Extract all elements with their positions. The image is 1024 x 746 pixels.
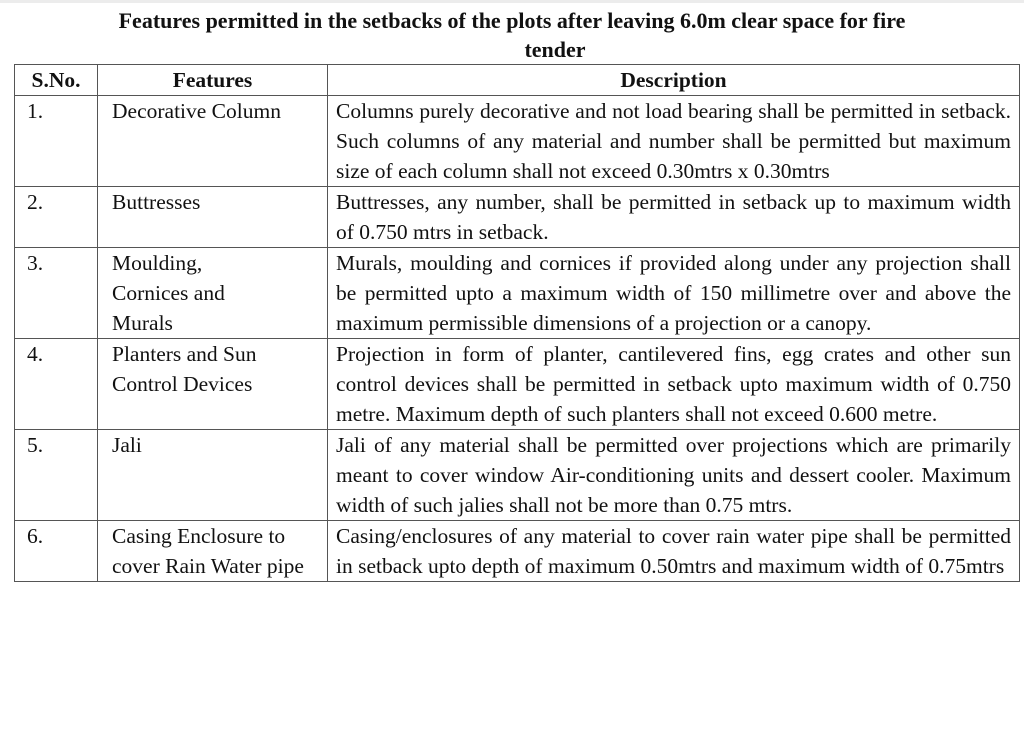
header-description: Description [328, 65, 1020, 96]
table-row [15, 96, 1020, 187]
cell-feature: Jali [98, 430, 328, 521]
table-row [15, 187, 1020, 248]
cell-description: Murals, moulding and cornices if provided along under any projection shall be permitted upto a maximum width of 150 millimetre over and above the maximum permissible dimensions of a projection or a canopy. [328, 248, 1020, 339]
cell-feature: Moulding, Cornices and Murals [98, 248, 328, 339]
header-features: Features [98, 65, 328, 96]
header-sno: S.No. [15, 65, 98, 96]
title-line-1: Features permitted in the setbacks of the plots after leaving 6.0m clear space for fire [118, 8, 906, 33]
table-row [15, 430, 1020, 521]
cell-feature: Decorative Column [98, 96, 328, 187]
top-border [0, 0, 1024, 3]
title-line-2: tender [524, 37, 586, 62]
cell-feature: Buttresses [98, 187, 328, 248]
cell-feature: Planters and Sun Control Devices [98, 339, 328, 430]
cell-sno: 6. [15, 521, 98, 582]
cell-sno: 4. [15, 339, 98, 430]
cell-feature: Casing Enclosure to cover Rain Water pipe [98, 521, 328, 582]
cell-sno: 2. [15, 187, 98, 248]
table-row [15, 339, 1020, 430]
table-row [15, 248, 1020, 339]
document-title [0, 6, 1024, 64]
cell-description: Buttresses, any number, shall be permitted in setback up to maximum width of 0.750 mtrs in setback. [328, 187, 1020, 248]
features-table [14, 64, 1020, 582]
cell-sno: 3. [15, 248, 98, 339]
cell-description: Projection in form of planter, cantilevered fins, egg crates and other sun control devices shall be permitted in setback upto maximum width of 0.750 metre. Maximum depth of such planters shall not exceed 0.600 metre. [328, 339, 1020, 430]
cell-sno: 1. [15, 96, 98, 187]
cell-description: Jali of any material shall be permitted over projections which are primarily meant to cover window Air-conditioning units and dessert cooler. Maximum width of such jalies shall not be more than 0.75 mtrs. [328, 430, 1020, 521]
cell-description: Columns purely decorative and not load bearing shall be permitted in setback. Such columns of any material and number shall be permitted but maximum size of each column shall not exceed 0.30mtrs x 0.30mtrs [328, 96, 1020, 187]
cell-description: Casing/enclosures of any material to cover rain water pipe shall be permitted in setback upto depth of maximum 0.50mtrs and maximum width of 0.75mtrs [328, 521, 1020, 582]
header-row [15, 65, 1020, 96]
table-row [15, 521, 1020, 582]
cell-sno: 5. [15, 430, 98, 521]
